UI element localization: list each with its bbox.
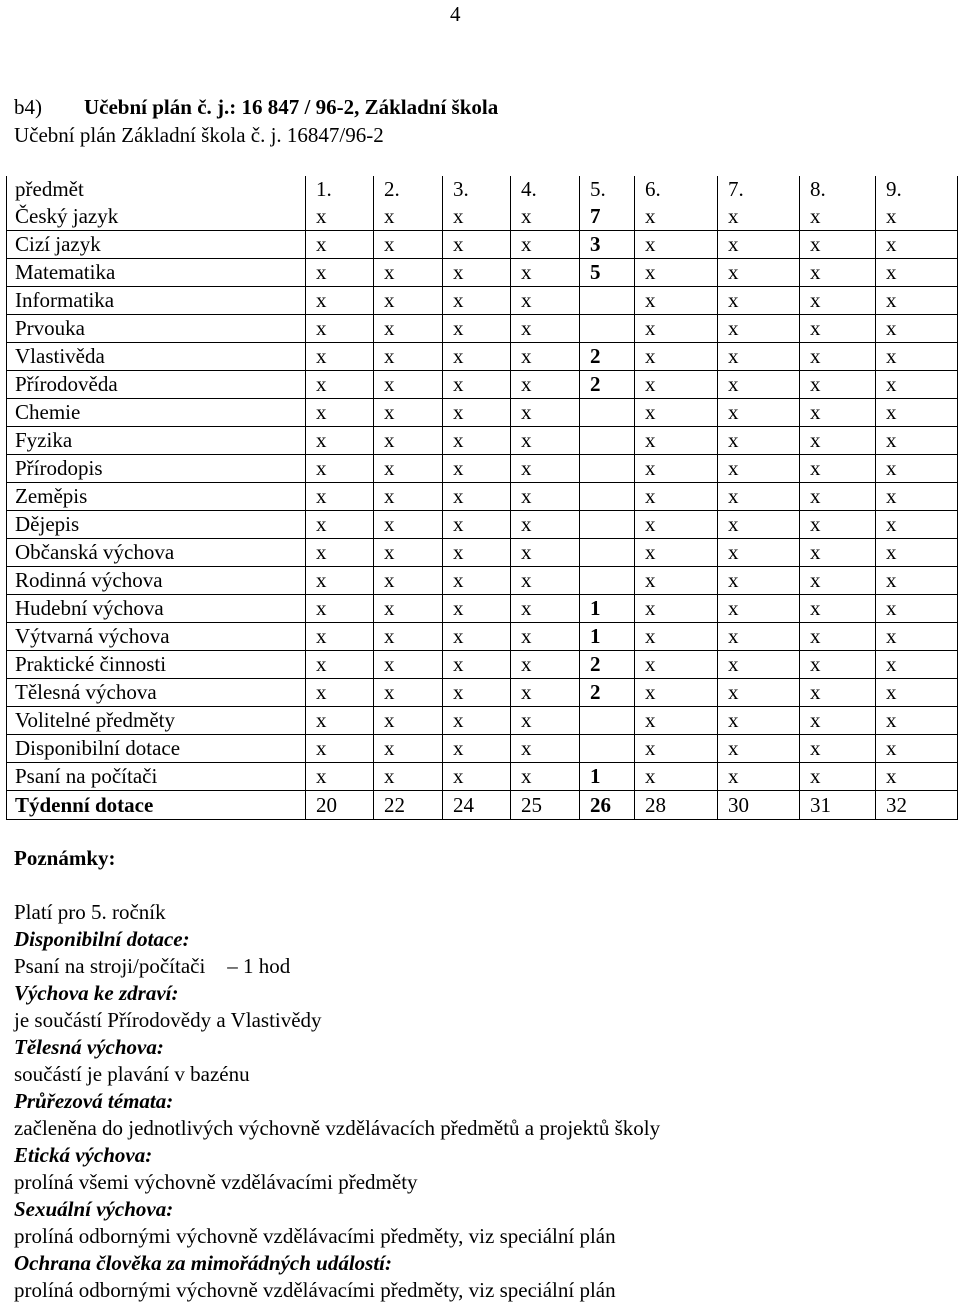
subject-name: Občanská výchova xyxy=(7,539,306,567)
grade-cell: x xyxy=(511,707,580,735)
grade-cell xyxy=(580,707,635,735)
note-text-body: je součástí Přírodovědy a Vlastivědy xyxy=(14,1008,322,1032)
subject-name: Volitelné předměty xyxy=(7,707,306,735)
grade-cell: x xyxy=(306,231,374,259)
grade-cell: 7 xyxy=(580,203,635,231)
grade-cell xyxy=(580,455,635,483)
grade-cell: x xyxy=(443,203,511,231)
grade-cell: x xyxy=(876,371,958,399)
note-heading: Ochrana člověka za mimořádných událostí: xyxy=(14,1251,393,1275)
grade-cell: x xyxy=(511,623,580,651)
grade-cell: x xyxy=(306,259,374,287)
grade-cell: x xyxy=(374,511,443,539)
grade-cell: x xyxy=(800,483,876,511)
grade-cell: x xyxy=(306,539,374,567)
grade-cell: x xyxy=(306,707,374,735)
grade-cell: x xyxy=(635,763,718,791)
grade-cell: x xyxy=(876,763,958,791)
grade-cell: x xyxy=(443,231,511,259)
table-row xyxy=(7,679,958,707)
note-heading: Tělesná výchova: xyxy=(14,1035,164,1059)
grade-cell: x xyxy=(511,427,580,455)
grade-cell: x xyxy=(374,427,443,455)
subject-name: Cizí jazyk xyxy=(7,231,306,259)
grade-cell: x xyxy=(306,343,374,371)
grade-cell: 2 xyxy=(580,679,635,707)
note-text-body: prolíná všemi výchovně vzdělávacími předměty xyxy=(14,1170,418,1194)
grade-cell: x xyxy=(443,287,511,315)
grade-cell: x xyxy=(635,623,718,651)
total-cell: 22 xyxy=(374,791,443,820)
grade-cell: x xyxy=(511,371,580,399)
grade-cell: 1 xyxy=(580,595,635,623)
table-row xyxy=(7,287,958,315)
grade-cell: x xyxy=(443,539,511,567)
table-row xyxy=(7,455,958,483)
grade-cell xyxy=(580,483,635,511)
grade-cell xyxy=(580,511,635,539)
subject-name: Vlastivěda xyxy=(7,343,306,371)
table-row xyxy=(7,259,958,287)
grade-cell: x xyxy=(635,539,718,567)
grade-cell: x xyxy=(635,567,718,595)
grade-cell: x xyxy=(635,203,718,231)
grade-cell: x xyxy=(800,399,876,427)
grade-cell: x xyxy=(511,483,580,511)
notes-list xyxy=(14,926,660,1304)
grade-cell: x xyxy=(718,343,800,371)
grade-cell: x xyxy=(374,539,443,567)
total-cell: 26 xyxy=(580,791,635,820)
subject-name: Zeměpis xyxy=(7,483,306,511)
grade-cell: x xyxy=(635,511,718,539)
grade-cell: x xyxy=(718,455,800,483)
note-text xyxy=(14,953,660,980)
note-text xyxy=(14,1007,660,1034)
grade-cell: x xyxy=(306,287,374,315)
grade-cell: x xyxy=(443,511,511,539)
grade-cell: x xyxy=(718,371,800,399)
total-cell: 20 xyxy=(306,791,374,820)
grade-cell: x xyxy=(635,651,718,679)
grade-cell: x xyxy=(306,651,374,679)
header-grade: 3. xyxy=(443,176,511,203)
document-title: Učební plán č. j.: 16 847 / 96-2, Základní škola xyxy=(84,95,499,119)
grade-cell: x xyxy=(443,483,511,511)
grade-cell: x xyxy=(800,259,876,287)
total-cell: 32 xyxy=(876,791,958,820)
grade-cell: x xyxy=(800,371,876,399)
grade-cell: x xyxy=(800,539,876,567)
note-text xyxy=(14,1115,660,1142)
table-row xyxy=(7,707,958,735)
table-row xyxy=(7,595,958,623)
grade-cell: x xyxy=(374,343,443,371)
grade-cell: x xyxy=(635,455,718,483)
grade-cell: x xyxy=(635,427,718,455)
grade-cell: x xyxy=(635,595,718,623)
header-grade: 5. xyxy=(580,176,635,203)
grade-cell: x xyxy=(511,315,580,343)
grade-cell: x xyxy=(800,455,876,483)
header-grade: 8. xyxy=(800,176,876,203)
grade-cell: x xyxy=(443,455,511,483)
grade-cell: x xyxy=(306,763,374,791)
grade-cell: x xyxy=(800,287,876,315)
grade-cell: x xyxy=(876,287,958,315)
grade-cell: x xyxy=(443,567,511,595)
grade-cell xyxy=(580,427,635,455)
grade-cell: 1 xyxy=(580,763,635,791)
grade-cell: x xyxy=(306,595,374,623)
header-grade: 1. xyxy=(306,176,374,203)
grade-cell: x xyxy=(876,399,958,427)
grade-cell: x xyxy=(635,483,718,511)
subject-name: Chemie xyxy=(7,399,306,427)
grade-cell: x xyxy=(374,651,443,679)
grade-cell: x xyxy=(374,287,443,315)
grade-cell xyxy=(580,315,635,343)
grade-cell: x xyxy=(800,679,876,707)
grade-cell: x xyxy=(374,735,443,763)
note-text xyxy=(14,1277,660,1304)
subject-name: Hudební výchova xyxy=(7,595,306,623)
table-row xyxy=(7,567,958,595)
grade-cell: x xyxy=(374,455,443,483)
grade-cell: x xyxy=(800,427,876,455)
note-heading: Sexuální výchova: xyxy=(14,1197,174,1221)
grade-cell: x xyxy=(718,259,800,287)
grade-cell xyxy=(580,287,635,315)
table-row xyxy=(7,623,958,651)
grade-cell: x xyxy=(635,679,718,707)
grade-cell: x xyxy=(306,399,374,427)
grade-cell: x xyxy=(876,455,958,483)
grade-cell: x xyxy=(306,371,374,399)
note-text-body: prolíná odbornými výchovně vzdělávacími předměty, viz speciální plán xyxy=(14,1278,616,1302)
note-heading: Průřezová témata: xyxy=(14,1089,174,1113)
grade-cell xyxy=(580,735,635,763)
header-grade: 2. xyxy=(374,176,443,203)
table-header-row xyxy=(7,176,958,203)
notes-title: Poznámky: xyxy=(14,846,116,870)
subject-name: Disponibilní dotace xyxy=(7,735,306,763)
grade-cell: x xyxy=(718,679,800,707)
table-row xyxy=(7,343,958,371)
grade-cell: x xyxy=(443,679,511,707)
grade-cell: x xyxy=(511,343,580,371)
grade-cell: x xyxy=(800,763,876,791)
grade-cell xyxy=(580,567,635,595)
note-text-body: začleněna do jednotlivých výchovně vzdělávacích předmětů a projektů školy xyxy=(14,1116,661,1140)
subject-name: Psaní na počítači xyxy=(7,763,306,791)
grade-cell: x xyxy=(876,427,958,455)
grade-cell: 2 xyxy=(580,371,635,399)
grade-cell: x xyxy=(800,343,876,371)
grade-cell: x xyxy=(876,203,958,231)
grade-cell: x xyxy=(800,231,876,259)
subject-name: Informatika xyxy=(7,287,306,315)
grade-cell: x xyxy=(876,231,958,259)
total-cell: 24 xyxy=(443,791,511,820)
note-text-extra: – 1 hod xyxy=(227,954,291,978)
grade-cell: x xyxy=(306,315,374,343)
subject-name: Přírodopis xyxy=(7,455,306,483)
grade-cell: x xyxy=(511,231,580,259)
grade-cell: 5 xyxy=(580,259,635,287)
grade-cell: x xyxy=(718,763,800,791)
grade-cell: x xyxy=(306,679,374,707)
grade-cell: x xyxy=(306,511,374,539)
grade-cell: 1 xyxy=(580,623,635,651)
grade-cell: x xyxy=(374,315,443,343)
grade-cell: x xyxy=(511,399,580,427)
table-row xyxy=(7,399,958,427)
grade-cell: x xyxy=(374,623,443,651)
note-text xyxy=(14,1061,660,1088)
header-subject: předmět xyxy=(7,176,306,203)
curriculum-table-body xyxy=(7,176,958,820)
grade-cell: x xyxy=(718,651,800,679)
grade-cell: x xyxy=(306,483,374,511)
grade-cell: x xyxy=(306,203,374,231)
subject-name: Fyzika xyxy=(7,427,306,455)
note-text-body: součástí je plavání v bazénu xyxy=(14,1062,250,1086)
total-cell: 30 xyxy=(718,791,800,820)
grade-cell: x xyxy=(306,567,374,595)
grade-cell: 2 xyxy=(580,343,635,371)
grade-cell: x xyxy=(374,203,443,231)
subject-name: Prvouka xyxy=(7,315,306,343)
table-row xyxy=(7,539,958,567)
subject-name: Přírodověda xyxy=(7,371,306,399)
grade-cell: x xyxy=(635,399,718,427)
grade-cell: x xyxy=(718,483,800,511)
grade-cell xyxy=(580,399,635,427)
grade-cell: x xyxy=(511,287,580,315)
grade-cell: x xyxy=(511,567,580,595)
total-cell: 28 xyxy=(635,791,718,820)
table-row xyxy=(7,371,958,399)
table-row xyxy=(7,651,958,679)
page-number: 4 xyxy=(450,2,461,26)
grade-cell: 2 xyxy=(580,651,635,679)
document-subtitle: Učební plán Základní škola č. j. 16847/96-2 xyxy=(14,123,384,147)
table-row xyxy=(7,763,958,791)
notes-section xyxy=(14,846,660,1304)
grade-cell: x xyxy=(718,203,800,231)
grade-cell: x xyxy=(876,343,958,371)
grade-cell: x xyxy=(635,259,718,287)
grade-cell: x xyxy=(306,455,374,483)
total-cell: 25 xyxy=(511,791,580,820)
header-grade: 9. xyxy=(876,176,958,203)
grade-cell: x xyxy=(443,651,511,679)
grade-cell: x xyxy=(718,287,800,315)
grade-cell: x xyxy=(374,399,443,427)
grade-cell: x xyxy=(635,371,718,399)
subject-name: Dějepis xyxy=(7,511,306,539)
grade-cell: x xyxy=(876,315,958,343)
subject-name: Praktické činnosti xyxy=(7,651,306,679)
grade-cell: x xyxy=(511,735,580,763)
grade-cell: x xyxy=(800,203,876,231)
grade-cell: x xyxy=(511,259,580,287)
grade-cell: x xyxy=(374,567,443,595)
grade-cell: x xyxy=(306,735,374,763)
header-grade: 6. xyxy=(635,176,718,203)
grade-cell: x xyxy=(800,567,876,595)
grade-cell: x xyxy=(443,707,511,735)
grade-cell: x xyxy=(511,651,580,679)
note-text xyxy=(14,1169,660,1196)
note-heading: Disponibilní dotace: xyxy=(14,927,190,951)
grade-cell: x xyxy=(876,511,958,539)
grade-cell: x xyxy=(876,595,958,623)
grade-cell: x xyxy=(511,511,580,539)
grade-cell: x xyxy=(374,595,443,623)
table-row xyxy=(7,735,958,763)
grade-cell: x xyxy=(718,315,800,343)
grade-cell: x xyxy=(443,343,511,371)
grade-cell: x xyxy=(635,231,718,259)
section-label: b4) xyxy=(14,95,42,119)
curriculum-table xyxy=(6,176,958,820)
table-row xyxy=(7,427,958,455)
note-text xyxy=(14,1223,660,1250)
table-row xyxy=(7,511,958,539)
total-label: Týdenní dotace xyxy=(7,791,306,820)
notes-validity: Platí pro 5. ročník xyxy=(14,900,166,924)
grade-cell: x xyxy=(718,427,800,455)
subject-name: Český jazyk xyxy=(7,203,306,231)
grade-cell: x xyxy=(718,567,800,595)
grade-cell: x xyxy=(635,287,718,315)
subject-name: Tělesná výchova xyxy=(7,679,306,707)
grade-cell: x xyxy=(511,763,580,791)
grade-cell: x xyxy=(511,539,580,567)
grade-cell: x xyxy=(800,623,876,651)
grade-cell: x xyxy=(511,595,580,623)
grade-cell: x xyxy=(443,371,511,399)
grade-cell: x xyxy=(443,399,511,427)
grade-cell: x xyxy=(443,315,511,343)
grade-cell: x xyxy=(374,231,443,259)
grade-cell: x xyxy=(800,511,876,539)
header-grade: 7. xyxy=(718,176,800,203)
grade-cell: x xyxy=(374,763,443,791)
grade-cell: x xyxy=(635,315,718,343)
note-text-body: prolíná odbornými výchovně vzdělávacími předměty, viz speciální plán xyxy=(14,1224,616,1248)
grade-cell: x xyxy=(800,315,876,343)
grade-cell: x xyxy=(800,595,876,623)
grade-cell: x xyxy=(443,595,511,623)
grade-cell xyxy=(580,539,635,567)
total-cell: 31 xyxy=(800,791,876,820)
grade-cell: x xyxy=(306,427,374,455)
grade-cell: x xyxy=(876,735,958,763)
grade-cell: x xyxy=(718,511,800,539)
grade-cell: x xyxy=(718,595,800,623)
header-grade: 4. xyxy=(511,176,580,203)
table-row xyxy=(7,315,958,343)
grade-cell: x xyxy=(443,763,511,791)
grade-cell: x xyxy=(443,623,511,651)
grade-cell: x xyxy=(374,483,443,511)
grade-cell: x xyxy=(718,623,800,651)
note-text-body: Psaní na stroji/počítači xyxy=(14,954,206,978)
grade-cell: x xyxy=(443,259,511,287)
grade-cell: x xyxy=(635,343,718,371)
grade-cell: 3 xyxy=(580,231,635,259)
grade-cell: x xyxy=(635,707,718,735)
grade-cell: x xyxy=(374,679,443,707)
subject-name: Výtvarná výchova xyxy=(7,623,306,651)
grade-cell: x xyxy=(443,735,511,763)
grade-cell: x xyxy=(876,623,958,651)
table-row xyxy=(7,483,958,511)
grade-cell: x xyxy=(511,203,580,231)
grade-cell: x xyxy=(876,259,958,287)
grade-cell: x xyxy=(876,679,958,707)
table-row xyxy=(7,203,958,231)
table-total-row xyxy=(7,791,958,820)
note-heading: Etická výchova: xyxy=(14,1143,153,1167)
grade-cell: x xyxy=(718,707,800,735)
grade-cell: x xyxy=(800,735,876,763)
grade-cell: x xyxy=(876,539,958,567)
grade-cell: x xyxy=(374,371,443,399)
grade-cell: x xyxy=(718,735,800,763)
table-row xyxy=(7,231,958,259)
grade-cell: x xyxy=(876,567,958,595)
grade-cell: x xyxy=(800,707,876,735)
grade-cell: x xyxy=(374,707,443,735)
grade-cell: x xyxy=(374,259,443,287)
grade-cell: x xyxy=(718,539,800,567)
note-heading: Výchova ke zdraví: xyxy=(14,981,179,1005)
document-heading xyxy=(14,95,498,120)
subject-name: Matematika xyxy=(7,259,306,287)
grade-cell: x xyxy=(876,651,958,679)
grade-cell: x xyxy=(511,455,580,483)
grade-cell: x xyxy=(635,735,718,763)
grade-cell: x xyxy=(876,483,958,511)
grade-cell: x xyxy=(443,427,511,455)
grade-cell: x xyxy=(511,679,580,707)
grade-cell: x xyxy=(876,707,958,735)
grade-cell: x xyxy=(718,399,800,427)
grade-cell: x xyxy=(718,231,800,259)
grade-cell: x xyxy=(800,651,876,679)
grade-cell: x xyxy=(306,623,374,651)
subject-name: Rodinná výchova xyxy=(7,567,306,595)
